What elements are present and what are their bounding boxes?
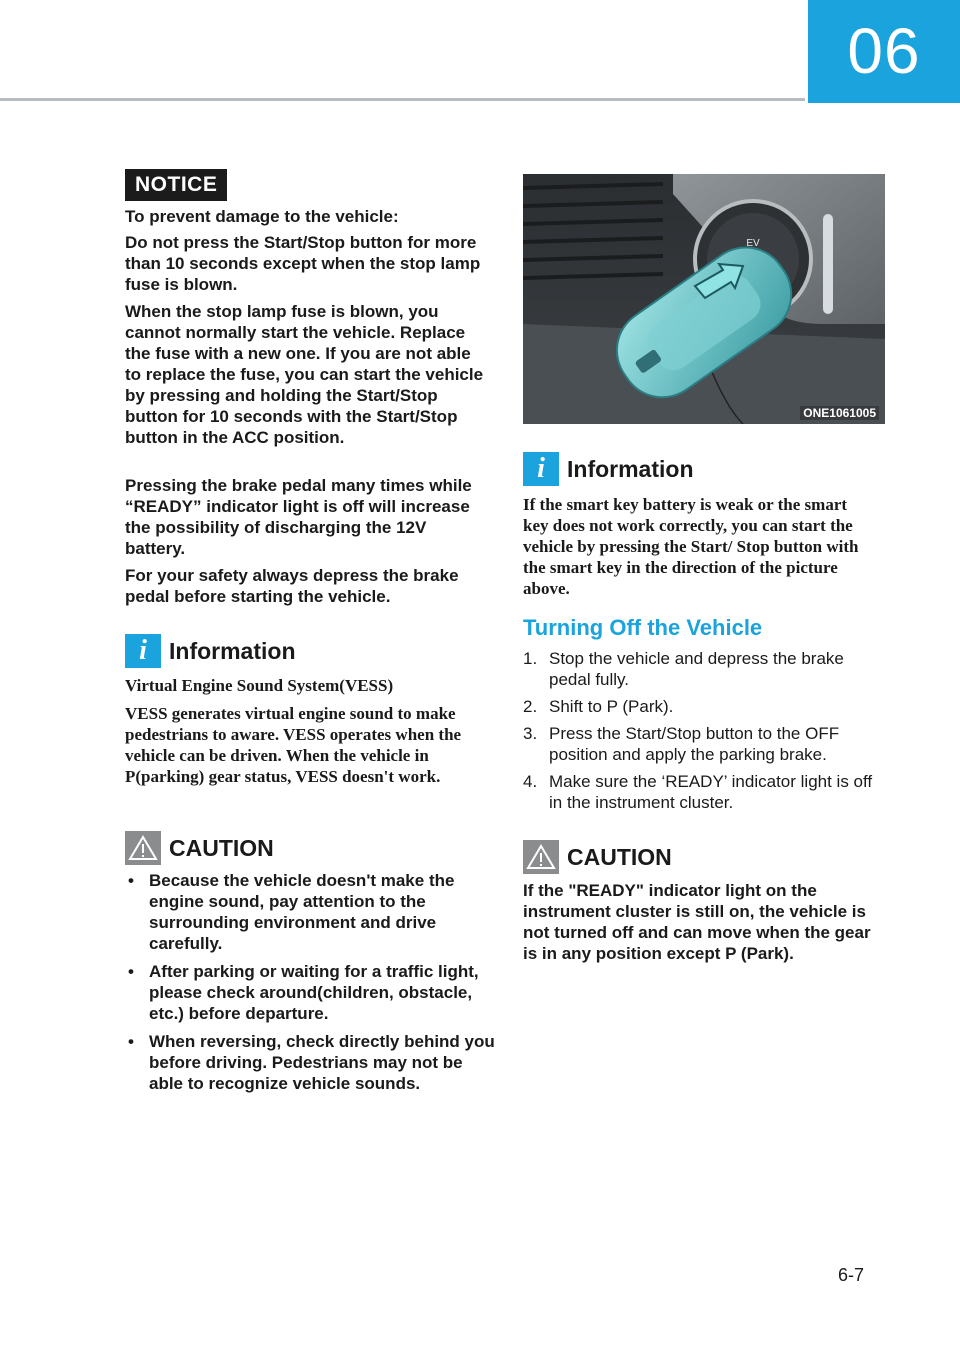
- figure-label: ONE1061005: [800, 406, 879, 420]
- notice-badge: NOTICE: [125, 169, 227, 201]
- caution-heading: [125, 831, 274, 865]
- info-title: Virtual Engine Sound System(VESS): [125, 676, 394, 695]
- caution-heading-label: CAUTION: [169, 834, 274, 861]
- chapter-number: 06: [808, 0, 960, 103]
- info-heading-label: Information: [567, 455, 694, 482]
- list-item: • When reversing, check directly behind you before driving. Pedestrians may not be able to recognize vehicle sounds.: [125, 1031, 495, 1094]
- smart-key-figure: [523, 174, 885, 424]
- list-item: 3. Press the Start/Stop button to the OFF position and apply the parking brake.: [523, 724, 840, 764]
- caution-heading: [523, 840, 672, 874]
- list-item: 1. Stop the vehicle and depress the brake pedal fully.: [523, 649, 844, 689]
- page-number: 6-7: [838, 1265, 865, 1285]
- notice-paragraph: For your safety always depress the brake pedal before starting the vehicle.: [125, 566, 459, 606]
- info-icon: i: [125, 634, 161, 668]
- notice-title: To prevent damage to the vehicle:: [125, 207, 399, 226]
- caution-body: If the "READY" indicator light on the instrument cluster is still on, the vehicle is not turned off and can move when the gear is in any position except P (Park).: [523, 881, 871, 963]
- notice-paragraph: When the stop lamp fuse is blown, you cannot normally start the vehicle. Replace the fuse with a new one. If you are not able to replace the fuse, you can start the vehicle by pressing and holding the Start/Stop button for 10 seconds with the Start/Stop button in the ACC position.: [125, 302, 484, 447]
- info-body: If the smart key battery is weak or the smart key does not work correctly, you can start the vehicle by pressing the Start/ Stop button with the smart key in the direction of the picture above.: [523, 495, 859, 598]
- info-body: VESS generates virtual engine sound to make pedestrians to aware. VESS operates when the vehicle can be driven. When the vehicle in P(parking) gear status, VESS doesn't work.: [125, 704, 462, 786]
- button-text: EV: [746, 238, 760, 249]
- steps-list: [523, 648, 888, 819]
- warning-icon: [125, 831, 161, 865]
- info-heading-label: Information: [169, 637, 296, 664]
- info-heading: [523, 452, 694, 486]
- list-item: • Because the vehicle doesn't make the engine sound, pay attention to the surrounding environment and drive carefully.: [125, 870, 495, 954]
- warning-icon: [523, 840, 559, 874]
- notice-paragraph: Pressing the brake pedal many times while “READY” indicator light is off will increase the possibility of discharging the 12V battery.: [125, 476, 472, 558]
- info-heading: [125, 634, 296, 668]
- info-icon: i: [523, 452, 559, 486]
- list-item: 2. Shift to P (Park).: [523, 697, 674, 716]
- list-item: 4. Make sure the ‘READY’ indicator light is off in the instrument cluster.: [523, 772, 873, 812]
- caution-list: [125, 870, 495, 1101]
- caution-heading-label: CAUTION: [567, 843, 672, 870]
- section-title: Turning Off the Vehicle: [523, 615, 763, 640]
- notice-paragraph: Do not press the Start/Stop button for more than 10 seconds except when the stop lamp fuse is blown.: [125, 233, 481, 294]
- list-item: • After parking or waiting for a traffic light, please check around(children, obstacle, etc.) before departure.: [125, 961, 495, 1024]
- header-rule: [0, 98, 805, 101]
